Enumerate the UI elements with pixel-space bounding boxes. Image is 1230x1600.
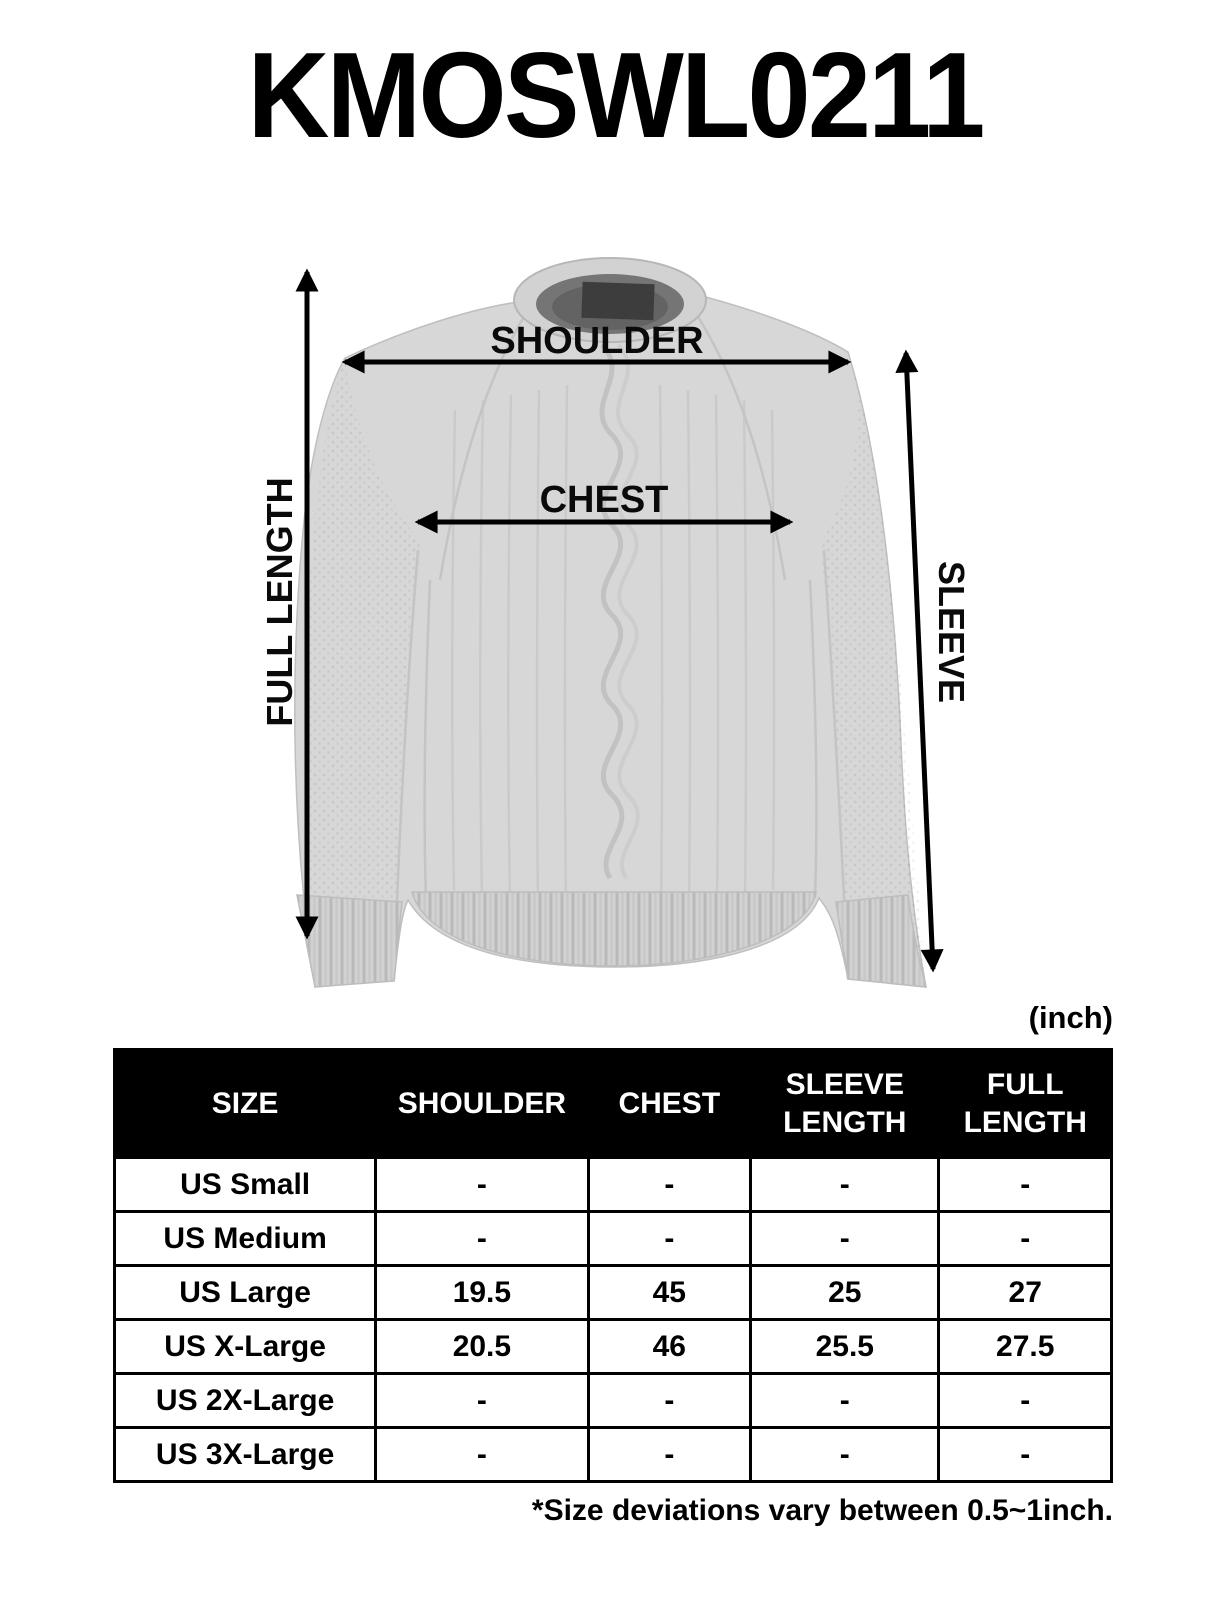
size-cell: US 3X-Large — [115, 1428, 376, 1482]
size-table — [113, 1048, 1113, 1483]
column-header-shoulder: SHOULDER — [376, 1050, 588, 1158]
sleeve-label: SLEEVE — [931, 560, 972, 704]
chest-cell: - — [588, 1212, 751, 1266]
chest-cell: - — [588, 1158, 751, 1212]
full-length-cell: - — [939, 1158, 1112, 1212]
shoulder-cell: - — [376, 1158, 588, 1212]
table-row — [115, 1428, 1112, 1482]
sleeve-length-cell: - — [751, 1428, 939, 1482]
neck-tag — [581, 282, 654, 320]
size-cell: US Medium — [115, 1212, 376, 1266]
full-length-cell: - — [939, 1374, 1112, 1428]
shoulder-cell: 19.5 — [376, 1266, 588, 1320]
sleeve-length-cell: 25.5 — [751, 1320, 939, 1374]
chest-cell: 45 — [588, 1266, 751, 1320]
shoulder-label: SHOULDER — [490, 320, 704, 362]
unit-label: (inch) — [1028, 1000, 1113, 1035]
sleeve-length-cell: - — [751, 1212, 939, 1266]
left-cuff — [297, 895, 402, 987]
table-row — [115, 1320, 1112, 1374]
table-header-row — [115, 1050, 1112, 1158]
shoulder-cell: - — [376, 1428, 588, 1482]
size-cell: US Small — [115, 1158, 376, 1212]
size-deviation-note: *Size deviations vary between 0.5~1inch. — [531, 1494, 1113, 1527]
column-header-sleeve-length: SLEEVE LENGTH — [751, 1050, 939, 1158]
chest-label: CHEST — [539, 479, 669, 521]
column-header-full-length: FULL LENGTH — [939, 1050, 1112, 1158]
size-cell: US Large — [115, 1266, 376, 1320]
shoulder-cell: - — [376, 1374, 588, 1428]
shoulder-cell: - — [376, 1212, 588, 1266]
sleeve-length-cell: - — [751, 1158, 939, 1212]
full-length-label: FULL LENGTH — [259, 477, 300, 727]
size-cell: US 2X-Large — [115, 1374, 376, 1428]
chest-cell: 46 — [588, 1320, 751, 1374]
table-row — [115, 1266, 1112, 1320]
full-length-cell: - — [939, 1212, 1112, 1266]
full-length-cell: - — [939, 1428, 1112, 1482]
column-header-size: SIZE — [115, 1050, 376, 1158]
full-length-cell: 27.5 — [939, 1320, 1112, 1374]
sleeve-length-cell: - — [751, 1374, 939, 1428]
table-row — [115, 1158, 1112, 1212]
sweater-diagram-svg — [240, 250, 1000, 995]
product-code-title: KMOSWL0211 — [247, 27, 983, 163]
sleeve-length-cell: 25 — [751, 1266, 939, 1320]
size-cell: US X-Large — [115, 1320, 376, 1374]
full-length-cell: 27 — [939, 1266, 1112, 1320]
column-header-chest: CHEST — [588, 1050, 751, 1158]
sweater-measurement-diagram — [240, 250, 1000, 995]
hem-ribbing — [412, 892, 816, 966]
chest-cell: - — [588, 1428, 751, 1482]
table-row — [115, 1374, 1112, 1428]
chest-cell: - — [588, 1374, 751, 1428]
table-row — [115, 1212, 1112, 1266]
shoulder-cell: 20.5 — [376, 1320, 588, 1374]
